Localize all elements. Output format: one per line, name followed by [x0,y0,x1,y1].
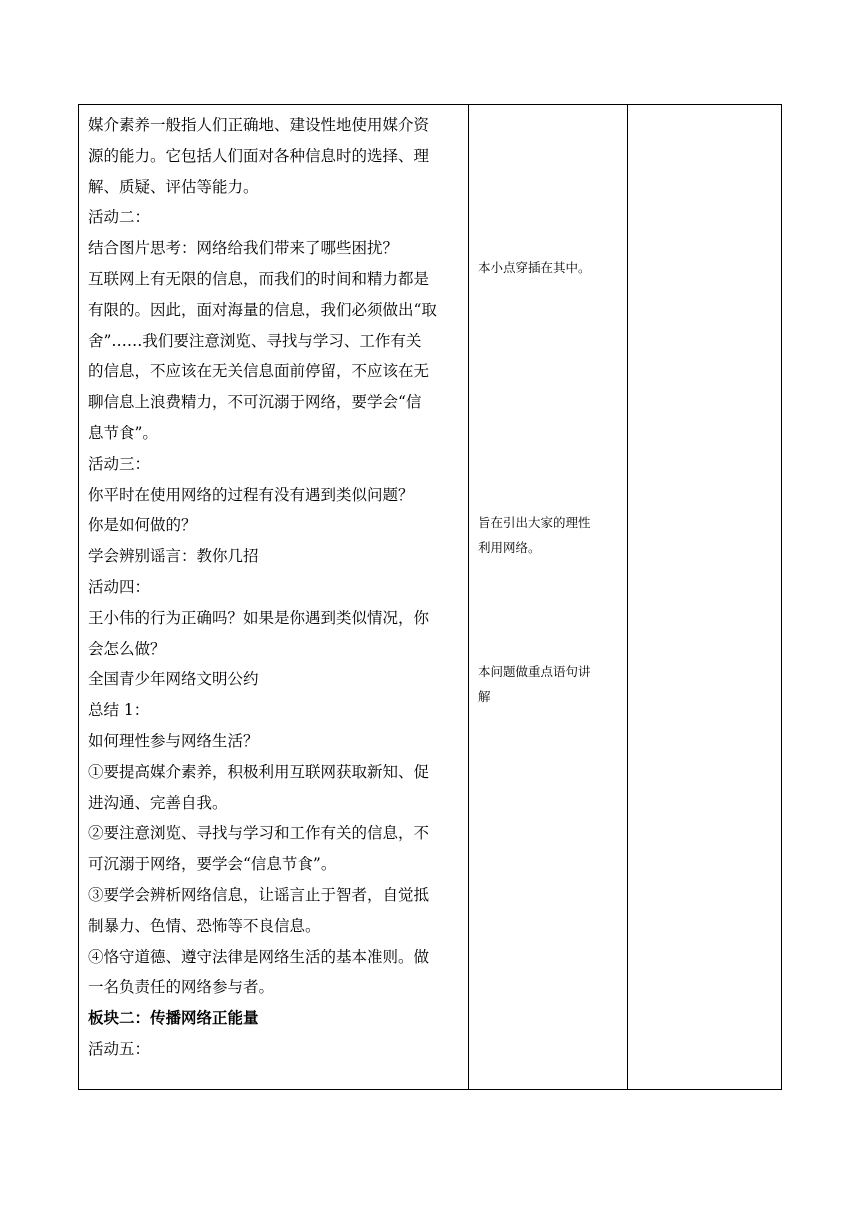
note-text: 解 [478,689,491,704]
note-text: 本问题做重点语句讲 [478,664,591,679]
text-line: 王小伟的行为正确吗？如果是你遇到类似情况，你 [88,608,430,627]
section-heading: 板块二：传播网络正能量 [88,1008,259,1028]
text-line: 源的能力。它包括人们面对各种信息时的选择、理 [88,146,430,165]
content-text-block [88,110,464,1065]
activity-heading: 活动三： [88,454,151,473]
text-line: 有限的。因此，面对海量的信息，我们必须做出“取 [88,300,437,319]
note-text: 利用网络。 [478,540,541,555]
text-line: 会怎么做？ [88,639,166,658]
note-item [478,255,624,280]
text-line: 可沉溺于网络，要学会“信息节食”。 [88,855,337,874]
activity-heading: 活动二： [88,208,151,227]
activity-heading: 活动四： [88,577,151,596]
summary-heading: 总结 1： [88,701,150,720]
text-line: 互联网上有无限的信息，而我们的时间和精力都是 [88,269,430,288]
text-line: 舍”……我们要注意浏览、寻找与学习、工作有关 [88,331,422,350]
note-item [478,510,624,560]
text-line: 全国青少年网络文明公约 [88,670,259,689]
text-line: 进沟通、完善自我。 [88,793,228,812]
note-item [478,659,624,709]
text-line: 如何理性参与网络生活？ [88,731,259,750]
text-line: 你平时在使用网络的过程有没有遇到类似问题？ [88,485,414,504]
text-line: 聊信息上浪费精力，不可沉溺于网络，要学会“信 [88,393,422,412]
text-line: 的信息，不应该在无关信息面前停留，不应该在无 [88,362,430,381]
text-line: 学会辨别谣言：教你几招 [88,547,259,566]
text-line: ①要提高媒介素养，积极利用互联网获取新知、促 [88,762,430,781]
text-line: ④恪守道德、遵守法律是网络生活的基本准则。做 [88,947,430,966]
text-line: 媒介素养一般指人们正确地、建设性地使用媒介资 [88,116,430,134]
activity-heading: 活动五： [88,1039,151,1058]
text-line: 解、质疑、评估等能力。 [88,177,259,196]
lesson-plan-table [78,104,782,1090]
text-line: ②要注意浏览、寻找与学习和工作有关的信息，不 [88,824,430,843]
text-line: 制暴力、色情、恐怖等不良信息。 [88,916,321,935]
empty-column [628,105,781,1089]
note-text: 本小点穿插在其中。 [478,260,591,275]
note-text: 旨在引出大家的理性 [478,515,591,530]
content-column [79,105,469,1089]
text-line: 你是如何做的？ [88,516,197,535]
notes-column [469,105,628,1089]
text-line: ③要学会辨析网络信息，让谣言止于智者，自觉抵 [88,885,430,904]
text-line: 结合图片思考：网络给我们带来了哪些困扰？ [88,239,399,258]
text-line: 一名负责任的网络参与者。 [88,978,275,997]
text-line: 息节食”。 [88,423,158,442]
